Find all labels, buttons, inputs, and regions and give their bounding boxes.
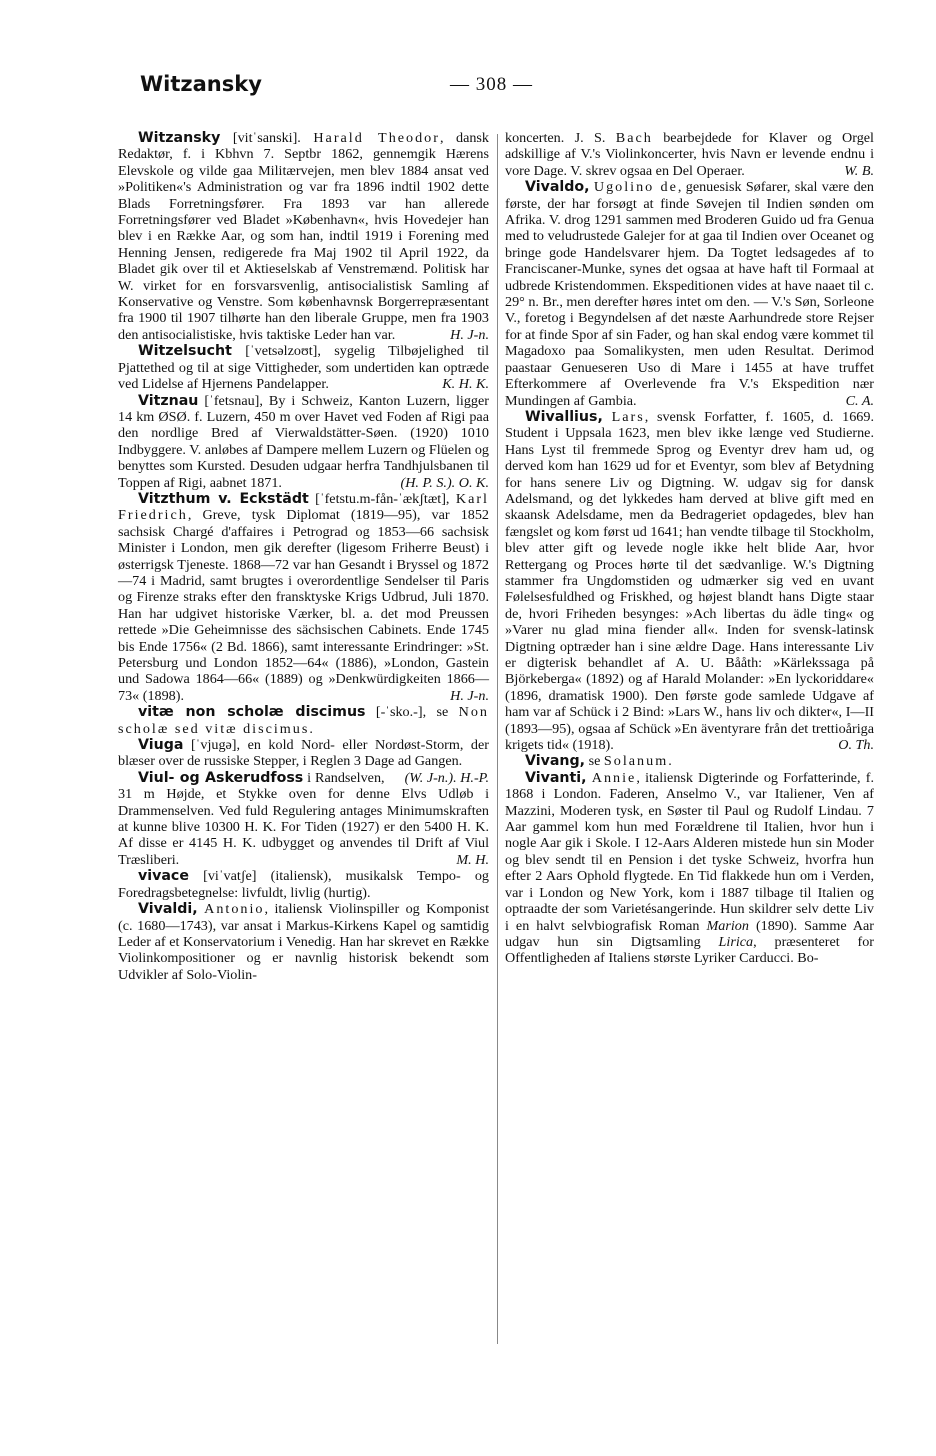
entry-pronunciation: [ˈvetsəlzoʊt], (231, 343, 335, 360)
entry-vivace (118, 868, 489, 901)
entry-vivaldo (505, 179, 874, 409)
entry-cross-reference[interactable]: Non scholæ sed vitæ discimus (118, 704, 489, 737)
entry-spaced-name: Harald Theodor (313, 130, 440, 146)
entry-vitznau (118, 393, 489, 491)
entry-spaced-name: Ugolino de (593, 179, 678, 196)
entry-headword: Vitzthum v. Eckstädt (138, 490, 309, 507)
entry-text: sygelig Tilbøjelighed til Pjattethed og til at sige Vittigheder, som undertiden kan optræde ved Lidelse af Hjernens Pandelapper. (118, 343, 489, 393)
entry-vivaldi-continuation (505, 130, 874, 179)
entry-text: (italiensk), musikalsk Tempo- og Foredragsbetegnelse: livfuldt, livlig (hurtig). (118, 868, 489, 901)
entry-text: , italiensk Digterinde og Forfatterinde, f. 1868 i London. Faderen, Anselmo V., var Italiener, Ven af Mazzini, Moderen tysk, en Søster til Paul og Rudolf Lindau. 7 Aar gammel kom hun med Forældrene til Italien, hvor hun i nogle Aar gik i Skole. I 12-Aars Alderen mistede hun sin Moder og blev sendt til en Pension i det tyske Schweiz, hvorfra hun efter 2 Aars Ophold flygtede. En Tid flakkede hun om i Verden, var i London og New York, kom i 1887 tilbage til Italien og optraadte der som Varietésangerinde. Hun skildrer selv dette Liv i en halvt selvbiografisk Roman (505, 769, 874, 934)
entry-headword: Witzelsucht (138, 343, 232, 360)
entry-text: . (309, 720, 313, 737)
entry-spaced-name: Lars (611, 408, 645, 425)
entry-headword: Viuga (138, 737, 184, 754)
page-header (140, 72, 820, 106)
entry-headword: Vivaldi, (138, 901, 198, 918)
entry-pronunciation: [viˈvatʃe] (188, 868, 271, 885)
entry-signature: (W. J-n.). H.-P. (404, 769, 489, 786)
column-divider (497, 134, 498, 1344)
entry-text: i Randselven, 31 m Højde, et Stykke oven for denne Elvs Udløb i Drammenselven. Ved fuld Regulering antages Minimumskraften at kunne blive 10300 H. K. For Tiden (1927) er den 5400 H. K. Af disse er 4145 H. K. udbygget og anvendes til Drift af Viul Træsliberi. (118, 769, 489, 868)
entry-headword: vitæ non scholæ discimus (138, 704, 366, 721)
entry-pronunciation: se (585, 753, 604, 770)
entry-vivang (505, 753, 874, 769)
entry-headword: Witzansky (138, 130, 221, 146)
entry-vitzthum (118, 491, 489, 704)
running-headword: Witzansky (140, 72, 262, 96)
entry-headword: Viul- og Askerudfoss (138, 769, 304, 786)
entry-vivaldi-antonio (118, 901, 489, 983)
entry-signature: H. J-n. (450, 326, 489, 343)
entry-headword: Vivaldo, (525, 179, 590, 196)
entry-headword: Vivanti, (525, 769, 587, 786)
page-number: — 308 — (450, 74, 533, 95)
entry-text: , Greve, tysk Diplomat (1819—95), var 1852 sachsisk Chargé d'affaires i Petrograd og 1853—66 sachsisk Minister i London, men gik derefter (ligesom Friherre Beust) i østerrigsk Tjeneste. 1868—72 var han Gesandt i Bryssel og 1872—74 i Madrid, samt brugtes i overordentlige Sendelser til Paris og Firenze straks efter den fransktyske Krigs Udbrud, Juli 1870. Han har udgivet historiske Værker, bl. a. det mod Preussen rettede »Die Geheimnisse des sächsischen Cabinets. Ende 1745 bis Ende 1756« (2 Bd. 1866), samt interessante Erindringer: »St. Petersburg und London 1852—64« (1886), »London, Gastein und Sadowa 1864—66« (1889) og »Denkwürdigkeiten 1866—73« (1898). (118, 507, 489, 704)
entry-wivallius (505, 409, 874, 754)
entry-vivanti (505, 770, 874, 967)
entry-text: en kold Nord- eller Nordøst-Storm, der blæser over de russiske Stepper, i Reglen 3 Dage ad Gangen. (118, 737, 489, 770)
entry-text: (1890). Samme Aar udgav hun sin Digtsamling (505, 917, 875, 950)
entry-signature: H. J-n. (450, 687, 489, 704)
entry-signature: O. Th. (838, 737, 874, 754)
entry-headword: Vitznau (138, 392, 199, 409)
entry-headword: Wivallius, (525, 408, 603, 425)
entry-work-title: Lirica (718, 933, 754, 950)
entry-text: . (668, 753, 672, 770)
entry-pronunciation: [ˈvjugə], (183, 737, 248, 754)
entry-vitae-non-scholae (118, 704, 489, 737)
entry-text: , genuesisk Søfarer, skal være den første, der har forsøgt at finde Søvejen til Indien sønden om Afrika. V. drog 1291 sammen med Broderen Guido ud fra Genua med to veludrustede Galejer for at gaa til Indien over Oceanet og bringe gode Handelsvarer hjem. Da Togtet ledsagedes af to Franciscaner-Munke, synes det ogsaa at have haft til Formaal at udbrede Kristendommen. Ekspeditionen vides at have naaet til c. 29° n. Br., men derefter høres intet om den. — V.'s Søn, Sorleone V., foretog i Begyndelsen af det næste Aarhundrede store Rejser for at finde Spor af sin Fader, og han skal endog være kommet til Magadoxo paa Somalikysten, men uden Resultat. Derimod paastaar Genueseren Uso di Mare i 1455 at have truffet Efterkommere af Overlevende fra V.'s Ekspedition nær Mundingen af Gambia. (505, 179, 875, 409)
entry-pronunciation: [ˈfetstu.m-fån-ˈækʃtæt], (308, 490, 456, 507)
entry-text: , svensk Forfatter, f. 1605, d. 1669. Student i Uppsala 1623, men blev ikke længe ved Studierne. Hans Lyst til fremmede Sprog og Eventyr drev ham ud, og derved kom han 1629 ud for et Eventyr, som blev af Betydning for hans senere Liv og Digtning. W. udgav sig for dansk Adelsmand, og det lykkedes ham derved at blive gift med en skaansk Adelsdame, men da Bedrageriet opdagedes, blev han fængslet og kom først ud 1641; han vendte tilbage til Stockholm, blev atter gift og levede nogle ikke helt blide Aar, hvor Rettergang og Proces hørte til det sædvanlige. W.'s Digtning stammer fra Ungdomstiden og udmærker sig ved en uvant Følelsesfuldhed og Friskhed, og højest blandt hans Digte staar de, hvori Friheden besynges: »Ach libertas du ädle ting« og »Varer nu glad mina fiender all«. Inden for svensk-latinsk Digtning optræder han i sine ældre Dage. Hans interessante Liv er digterisk behandlet af A. U. Bååth: »Kärlekssaga på Björkeberga« (1892) og af Harald Molander: »En lyckoriddare« (1896, dramatisk 1900). Den første gode samlede Udgave af ham var af Schück i 2 Bind: »Lars W., hans liv och dikter«, I—II (1893—95), ogsaa af Schück »En äventyrare från det trettioåriga krigets tid« (1918). (505, 408, 874, 754)
entry-signature: W. B. (844, 162, 874, 179)
continuation-text: bearbejdede for Klaver og Orgel adskillige af V.'s Violinkoncerter, hvis Navn er levende endnu i vore Dage. V. skrev ogsaa en Del Operaer. (505, 130, 874, 179)
entry-signature: M. H. (456, 851, 489, 868)
entry-pronunciation: [vitˈsanski]. (220, 130, 314, 146)
entry-text: , italiensk Violinspiller og Komponist (c. 1680—1743), var ansat i Markus-Kirkens Kapel og samtidig Leder af et Konservatorium i Venedig. Han har skrevet en Række Violinkompositioner og er navnlig historisk bekendt som Udvikler af Solo-Violin- (118, 901, 489, 983)
entry-spaced-name: Annie (591, 769, 637, 786)
entry-cross-reference[interactable]: Solanum (603, 753, 669, 770)
entry-signature: K. H. K. (442, 376, 489, 393)
entry-pronunciation: [-ˈsko.-], se (365, 704, 459, 721)
entry-witzelsucht (118, 343, 489, 392)
entry-text: By i Schweiz, Kanton Luzern, ligger 14 km ØSØ. f. Luzern, 450 m over Havet ved Foden af Rigi paa den nordlige Bred af Vierwaldstätter-Søen. (1920) 1010 Indbyggere. V. anløbes af Dampere mellem Luzern og Flüelen og benyttes som Kursted. Desuden udgaar herfra Tandhjulsbanen til Toppen af Rigi, aabnet 1871. (118, 392, 489, 491)
left-column (118, 130, 489, 983)
entry-headword: vivace (138, 868, 189, 885)
entry-witzansky (118, 130, 489, 343)
continuation-spaced-name: Bach (615, 130, 653, 146)
entry-text: , dansk Redaktør, f. i Kbhvn 7. Septbr 1862, gennemgik Hærens Elevskole og vilde gaa Militærvejen, men blev 1884 ansat ved »Politiken«'s Administration og var fra 1896 indtil 1902 dette Blads Forretningsfører. Fra 1893 var han allerede Forretningsfører ved Bladet »København«, hvis Hovedejer han blev i en Række Aar, og som han, indtil 1919 i Forening med Henning Jensen, redigerede fra Maj 1902 til April 1922, da Bladet gik over til et Aktieselskab af Venstremænd. Politisk har W. virket for en forsvarsvenlig, antisocialistisk Samling af Konservative og Venstre. Som københavnsk Borgerrepræsentant fra 1900 til 1907 tilhørte han den liberale Gruppe, men fra 1903 den antisocialistiske, hvis taktiske Leder han var. (118, 130, 490, 343)
entry-spaced-name: Karl Friedrich (118, 490, 489, 524)
entry-work-title: Marion (706, 917, 749, 934)
entry-headword: Vivang, (525, 753, 586, 770)
entry-signature: C. A. (845, 392, 874, 409)
right-column (505, 130, 874, 967)
entry-pronunciation (603, 409, 612, 425)
entry-text: , præsenteret for Offentligheden af Italiens største Lyriker Carducci. Bo- (505, 933, 875, 967)
continuation-text: koncerten. J. S. (505, 130, 616, 146)
entry-spaced-name: Antonio (204, 901, 265, 918)
entry-pronunciation: [ˈfetsnau], (198, 392, 269, 409)
entry-signature: (H. P. S.). O. K. (400, 474, 489, 491)
